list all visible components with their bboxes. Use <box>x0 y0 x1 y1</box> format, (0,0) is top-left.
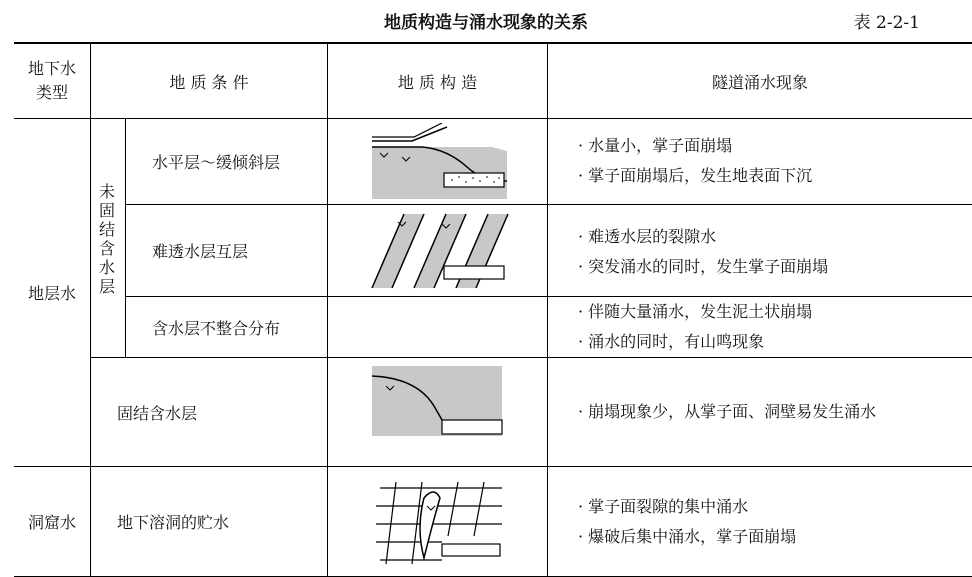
row3-effect-1: · 伴随大量涌水，发生泥土状崩塌 <box>578 302 813 321</box>
row4-condition: 固结含水层 <box>117 403 198 423</box>
col-div-phenomenon <box>547 43 548 577</box>
row2-condition: 难透水层互层 <box>152 242 249 261</box>
header-phenomenon: 隧道涌水现象 <box>711 72 808 92</box>
row5-effect-2: · 爆破后集中涌水，掌子面崩塌 <box>578 527 797 546</box>
row3-effects <box>578 297 812 357</box>
row1-condition: 水平层～缓倾斜层 <box>152 153 281 172</box>
rule-row3 <box>90 357 972 358</box>
row4-effect-1: · 崩塌现象少，从掌子面、洞壁易发生涌水 <box>578 402 877 421</box>
col-div-type <box>90 43 91 577</box>
row5-effect-1: · 掌子面裂隙的集中涌水 <box>578 497 749 516</box>
header-structure: 地 质 构 造 <box>397 72 478 92</box>
row2-effects <box>578 222 828 282</box>
row2-effect-2: · 突发涌水的同时，发生掌子面崩塌 <box>578 257 829 276</box>
row1-effect-2: · 掌子面崩塌后，发生地表面下沉 <box>578 166 813 185</box>
diagram-consolidated-aquifer <box>362 366 512 446</box>
col-div-subgroup <box>125 119 126 357</box>
row4-effects <box>578 397 876 427</box>
row5-effects <box>578 492 796 552</box>
header-type: 地下水 类型 <box>27 59 76 102</box>
row5-condition: 地下溶洞的贮水 <box>117 513 230 532</box>
table-title: 地质构造与涌水现象的关系 <box>384 13 588 33</box>
table-number: 表 2-2-1 <box>853 13 920 33</box>
diagram-interbedded-layer <box>362 208 512 292</box>
group-unconsolidated: 未固结含水层 <box>98 182 115 296</box>
header-condition: 地 质 条 件 <box>169 72 249 92</box>
diagram-karst-cave <box>362 478 512 568</box>
row1-effect-1: · 水量小，掌子面崩塌 <box>578 136 733 155</box>
group-cave-water: 洞窟水 <box>27 513 76 532</box>
row2-effect-1: · 难透水层的裂隙水 <box>578 227 717 246</box>
row1-effects <box>578 131 812 191</box>
group-stratum-water: 地层水 <box>27 284 76 303</box>
col-div-structure <box>327 43 328 577</box>
row3-effect-2: · 涌水的同时，有山鸣现象 <box>578 332 765 351</box>
row3-condition: 含水层不整合分布 <box>152 318 281 338</box>
diagram-horizontal-layer <box>362 123 512 199</box>
rule-row1 <box>125 204 972 205</box>
